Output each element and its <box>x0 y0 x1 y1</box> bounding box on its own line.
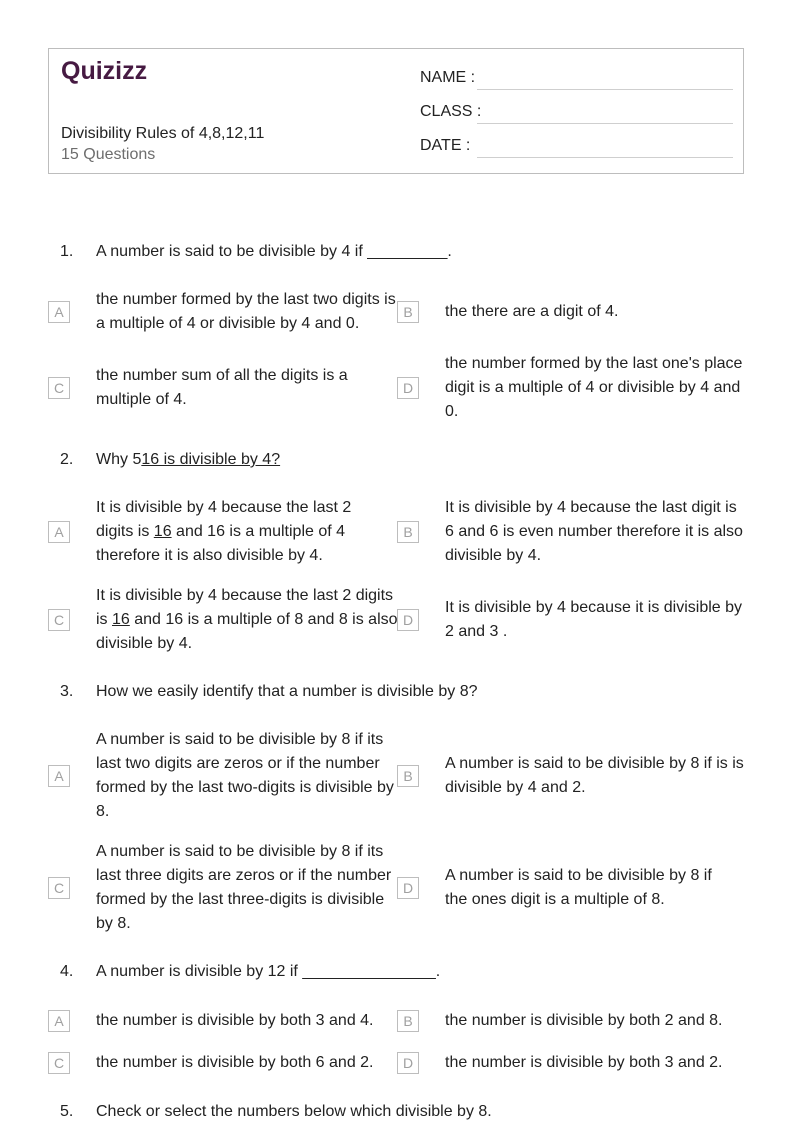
question-text: Why 516 is divisible by 4? <box>96 451 281 468</box>
question-text: A number is said to be divisible by 4 if _________. <box>96 243 452 260</box>
option-text: A number is said to be divisible by 8 if its last three digits are zeros or if the number formed by the last three-digits is divisible by 8. <box>96 843 392 932</box>
option-letter: B <box>397 765 419 787</box>
question-text: Check or select the numbers below which divisible by 8. <box>96 1103 492 1120</box>
option-text: A number is said to be divisible by 8 if its last two digits are zeros or if the number formed by the last two-digits is divisible by 8. <box>96 731 394 820</box>
option-text: It is divisible by 4 because the last 2 digits is 16 and 16 is a multiple of 4 therefore it is also divisible by 4. <box>96 499 352 564</box>
worksheet-title: Divisibility Rules of 4,8,12,11 <box>61 125 265 142</box>
option-text: It is divisible by 4 because it is divisible by 2 and 3 . <box>445 599 743 640</box>
option-text: the number is divisible by both 3 and 4. <box>96 1012 374 1029</box>
option-text: the number formed by the last one's place digit is a multiple of 4 or divisible by 4 and 0. <box>445 355 743 420</box>
question-number: 5. <box>60 1103 74 1120</box>
option-text: A number is said to be divisible by 8 if is is divisible by 4 and 2. <box>445 755 744 796</box>
question-number: 1. <box>60 243 74 260</box>
option-letter: D <box>397 377 419 399</box>
question-number: 3. <box>60 683 74 700</box>
question-text: How we easily identify that a number is divisible by 8? <box>96 683 478 700</box>
option-text: the number is divisible by both 3 and 2. <box>445 1054 723 1071</box>
option-letter: A <box>48 521 70 543</box>
option-letter: D <box>397 1052 419 1074</box>
option-letter: C <box>48 377 70 399</box>
class-label: CLASS : <box>420 103 482 120</box>
option-letter: B <box>397 521 419 543</box>
date-label: DATE : <box>420 137 471 154</box>
question-number: 4. <box>60 963 74 980</box>
option-text: It is divisible by 4 because the last digit is 6 and 6 is even number therefore it is also divisible by 4. <box>445 499 743 564</box>
option-letter: B <box>397 1010 419 1032</box>
question-count: 15 Questions <box>61 146 156 163</box>
option-text: It is divisible by 4 because the last 2 digits is 16 and 16 is a multiple of 8 and 8 is also divisible by 4. <box>96 587 398 652</box>
class-line <box>477 123 733 124</box>
option-letter: A <box>48 765 70 787</box>
option-letter: D <box>397 877 419 899</box>
question-text: A number is divisible by 12 if _______________. <box>96 963 441 980</box>
option-text: the number is divisible by both 6 and 2. <box>96 1054 374 1071</box>
name-line <box>477 89 733 90</box>
option-text: the number is divisible by both 2 and 8. <box>445 1012 723 1029</box>
option-letter: A <box>48 1010 70 1032</box>
option-letter: C <box>48 877 70 899</box>
option-text: the there are a digit of 4. <box>445 303 619 320</box>
option-text: the number formed by the last two digits is a multiple of 4 or divisible by 4 and 0. <box>96 291 396 332</box>
question-number: 2. <box>60 451 74 468</box>
option-text: the number sum of all the digits is a multiple of 4. <box>96 367 348 408</box>
option-letter: A <box>48 301 70 323</box>
option-letter: B <box>397 301 419 323</box>
date-line <box>477 157 733 158</box>
quizizz-logo: Quizizz <box>61 57 148 85</box>
option-text: A number is said to be divisible by 8 if the ones digit is a multiple of 8. <box>445 867 712 908</box>
name-label: NAME : <box>420 69 476 86</box>
worksheet-header <box>48 48 744 174</box>
option-letter: C <box>48 609 70 631</box>
option-letter: C <box>48 1052 70 1074</box>
option-letter: D <box>397 609 419 631</box>
